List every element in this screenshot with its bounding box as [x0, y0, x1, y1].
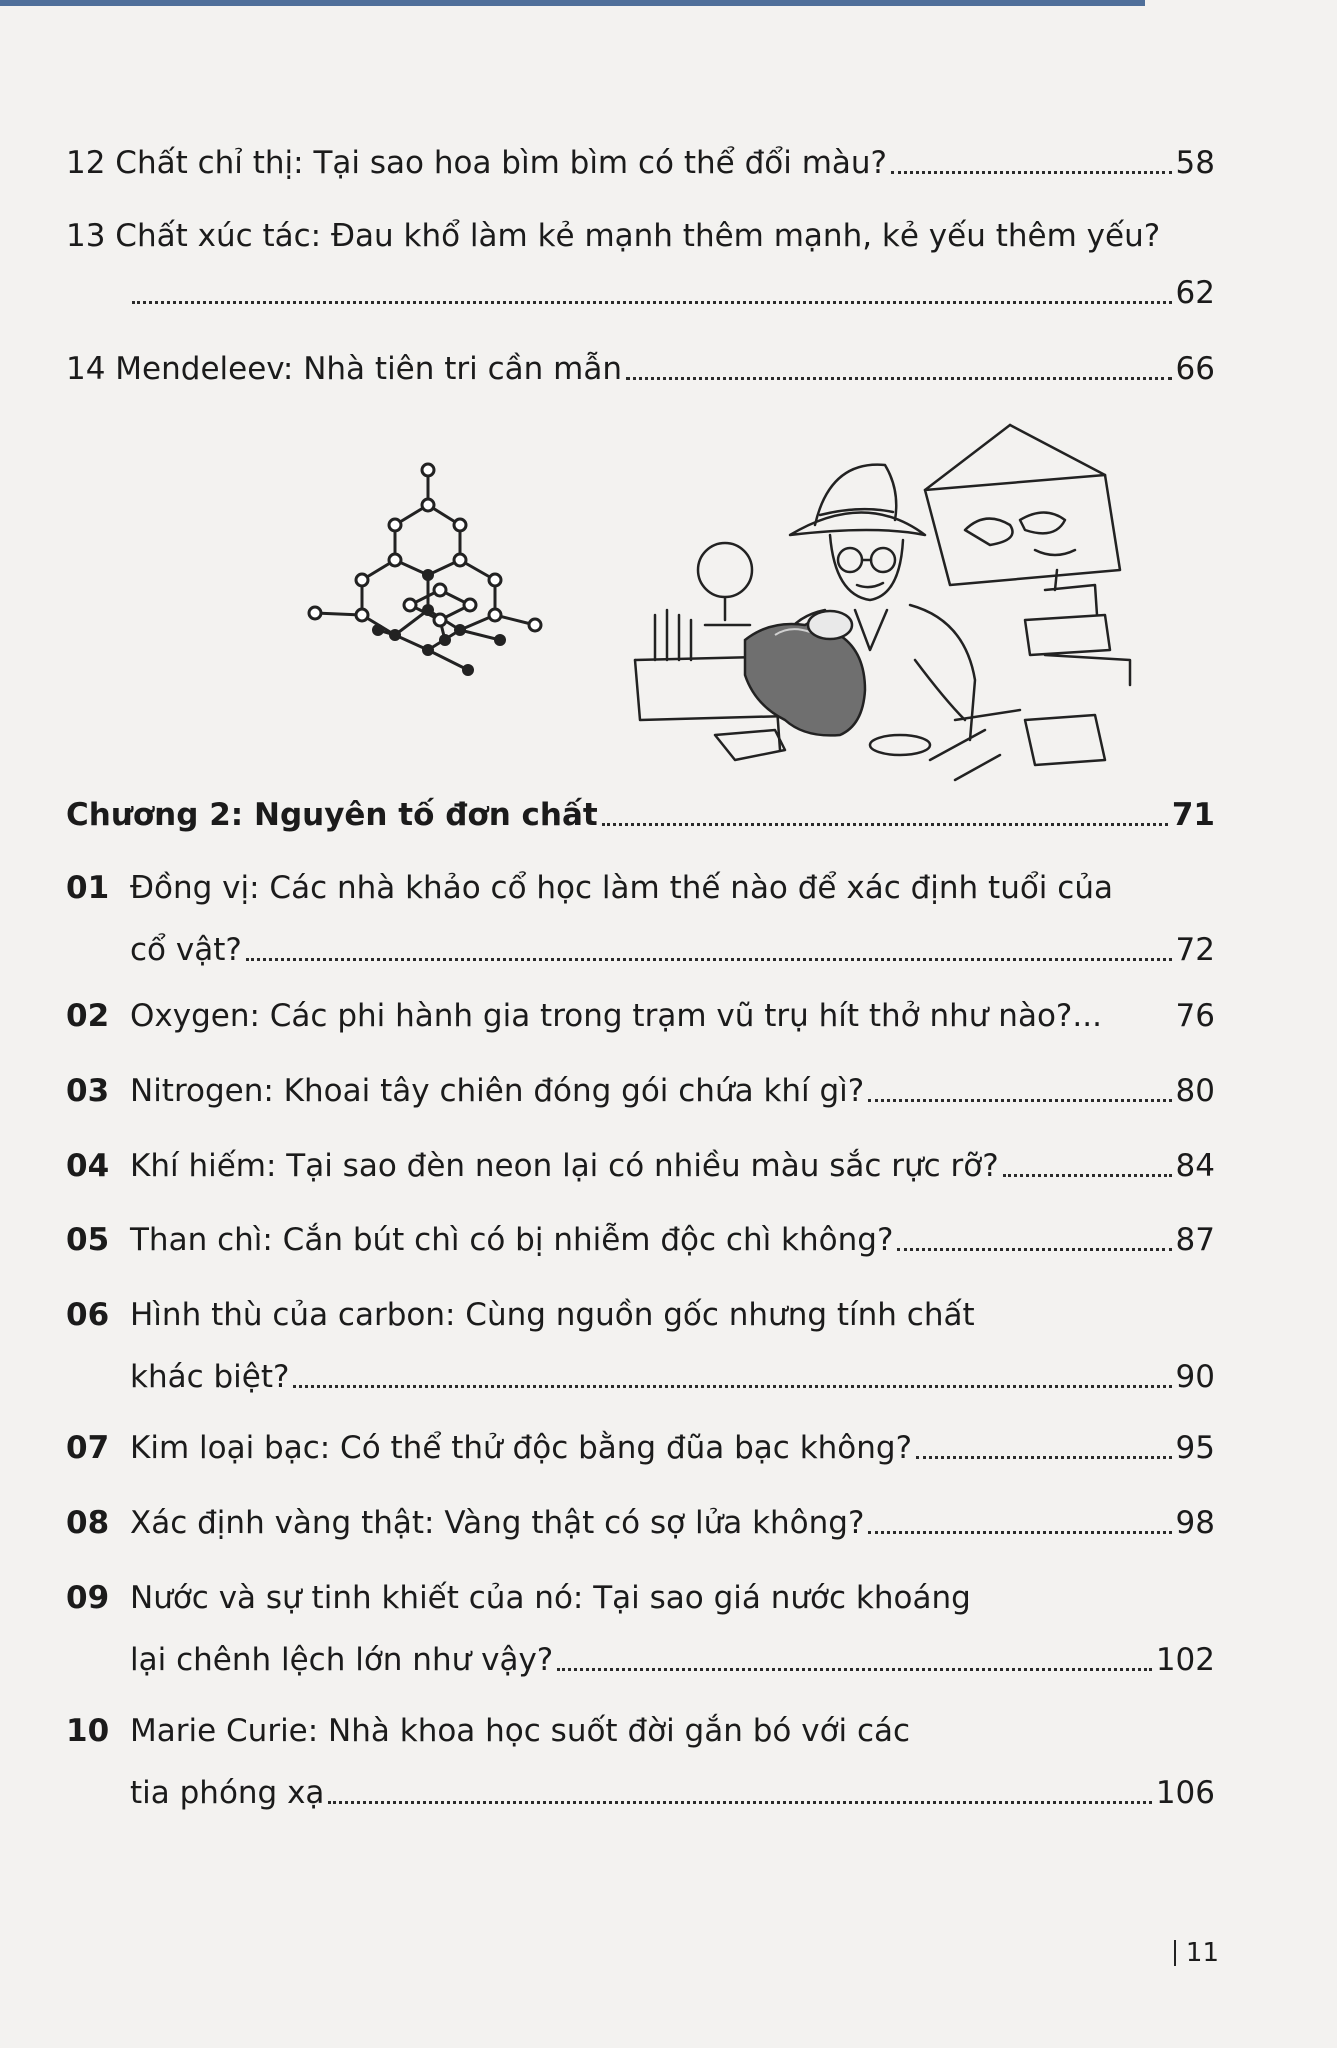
toc-page-number: 76 [1175, 998, 1215, 1034]
toc-entry-title: 14 Mendeleev: Nhà tiên tri cần mẫn [66, 351, 623, 387]
toc-page-number: 87 [1175, 1222, 1215, 1258]
dot-leader [626, 377, 1172, 380]
chapter-page-number: 71 [1171, 797, 1215, 833]
entry-number: 05 [66, 1222, 110, 1258]
toc-page-number: 106 [1155, 1775, 1215, 1811]
toc-entry-04[interactable] [66, 1146, 1215, 1186]
toc-page-number: 98 [1175, 1505, 1215, 1541]
toc-entry-title: Hình thù của carbon: Cùng nguồn gốc nhưng tính chất [130, 1297, 975, 1333]
entry-number: 02 [66, 998, 110, 1034]
toc-page-number: 62 [1175, 275, 1215, 311]
toc-entry-12[interactable] [66, 143, 1215, 183]
toc-entry-title: Nước và sự tinh khiết của nó: Tại sao giá nước khoáng [130, 1580, 971, 1616]
toc-chapter-2[interactable] [66, 795, 1215, 835]
toc-entry-08[interactable] [66, 1503, 1215, 1543]
toc-page-number: 84 [1175, 1148, 1215, 1184]
dot-leader [328, 1801, 1151, 1804]
toc-entry-title: Nitrogen: Khoai tây chiên đóng gói chứa khí gì? [130, 1073, 865, 1109]
toc-entry-title-cont: lại chênh lệch lớn như vậy? [130, 1642, 554, 1678]
dot-leader [246, 958, 1172, 961]
dot-leader [891, 171, 1172, 174]
toc-entry-09[interactable] [66, 1578, 1215, 1680]
entry-number: 10 [66, 1713, 110, 1749]
dot-leader [132, 301, 1172, 304]
top-color-bar [0, 0, 1145, 6]
carbon-lattice-illustration [300, 455, 560, 685]
toc-entry-05[interactable] [66, 1220, 1215, 1260]
toc-page-number: 66 [1175, 351, 1215, 387]
toc-entry-07[interactable] [66, 1428, 1215, 1468]
toc-entry-06[interactable] [66, 1295, 1215, 1397]
toc-entry-title: Xác định vàng thật: Vàng thật có sợ lửa không? [130, 1505, 865, 1541]
toc-page-number: 58 [1175, 145, 1215, 181]
dot-leader [897, 1248, 1171, 1251]
dot-leader [602, 823, 1168, 826]
toc-entry-title: Khí hiếm: Tại sao đèn neon lại có nhiều màu sắc rực rỡ? [130, 1148, 999, 1184]
dot-leader [868, 1099, 1171, 1102]
entry-number: 07 [66, 1430, 110, 1466]
entry-number: 01 [66, 870, 110, 906]
toc-entry-title: Oxygen: Các phi hành gia trong trạm vũ trụ hít thở như nào?... [130, 998, 1102, 1034]
toc-page-number: 90 [1175, 1359, 1215, 1395]
toc-entry-title: Kim loại bạc: Có thể thử độc bằng đũa bạc không? [130, 1430, 913, 1466]
dot-leader [293, 1385, 1171, 1388]
toc-page-number: 102 [1155, 1642, 1215, 1678]
entry-number: 03 [66, 1073, 110, 1109]
toc-page-number: 95 [1175, 1430, 1215, 1466]
toc-entry-title-cont: tia phóng xạ [130, 1775, 325, 1811]
dot-leader [868, 1531, 1171, 1534]
toc-entry-02[interactable] [66, 996, 1215, 1036]
dot-leader [916, 1456, 1172, 1459]
toc-page-number: 72 [1175, 932, 1215, 968]
toc-entry-13[interactable] [66, 216, 1215, 313]
toc-entry-01[interactable] [66, 868, 1215, 970]
entry-number: 04 [66, 1148, 110, 1184]
toc-entry-title: Than chì: Cắn bút chì có bị nhiễm độc chì không? [130, 1222, 894, 1258]
page-footer [1174, 1938, 1219, 1968]
toc-entry-03[interactable] [66, 1071, 1215, 1111]
toc-entry-title: 12 Chất chỉ thị: Tại sao hoa bìm bìm có thể đổi màu? [66, 145, 887, 181]
entry-number: 06 [66, 1297, 110, 1333]
page-number: 11 [1185, 1938, 1219, 1968]
toc-entry-10[interactable] [66, 1711, 1215, 1813]
chapter-title: Chương 2: Nguyên tố đơn chất [66, 797, 598, 833]
toc-entry-title-cont: cổ vật? [130, 932, 242, 968]
entry-number: 09 [66, 1580, 110, 1616]
toc-entry-title: Marie Curie: Nhà khoa học suốt đời gắn bó với các [130, 1713, 911, 1749]
toc-entry-title: 13 Chất xúc tác: Đau khổ làm kẻ mạnh thêm mạnh, kẻ yếu thêm yếu? [66, 218, 1161, 254]
toc-entry-title: Đồng vị: Các nhà khảo cổ học làm thế nào để xác định tuổi của [130, 870, 1113, 906]
toc-entry-title-cont: khác biệt? [130, 1359, 290, 1395]
dot-leader [557, 1668, 1152, 1671]
dot-leader [1003, 1174, 1172, 1177]
toc-page-number: 80 [1175, 1073, 1215, 1109]
toc-entry-14[interactable] [66, 349, 1215, 389]
archaeologist-illustration [625, 420, 1135, 790]
entry-number: 08 [66, 1505, 110, 1541]
footer-divider [1174, 1940, 1176, 1966]
